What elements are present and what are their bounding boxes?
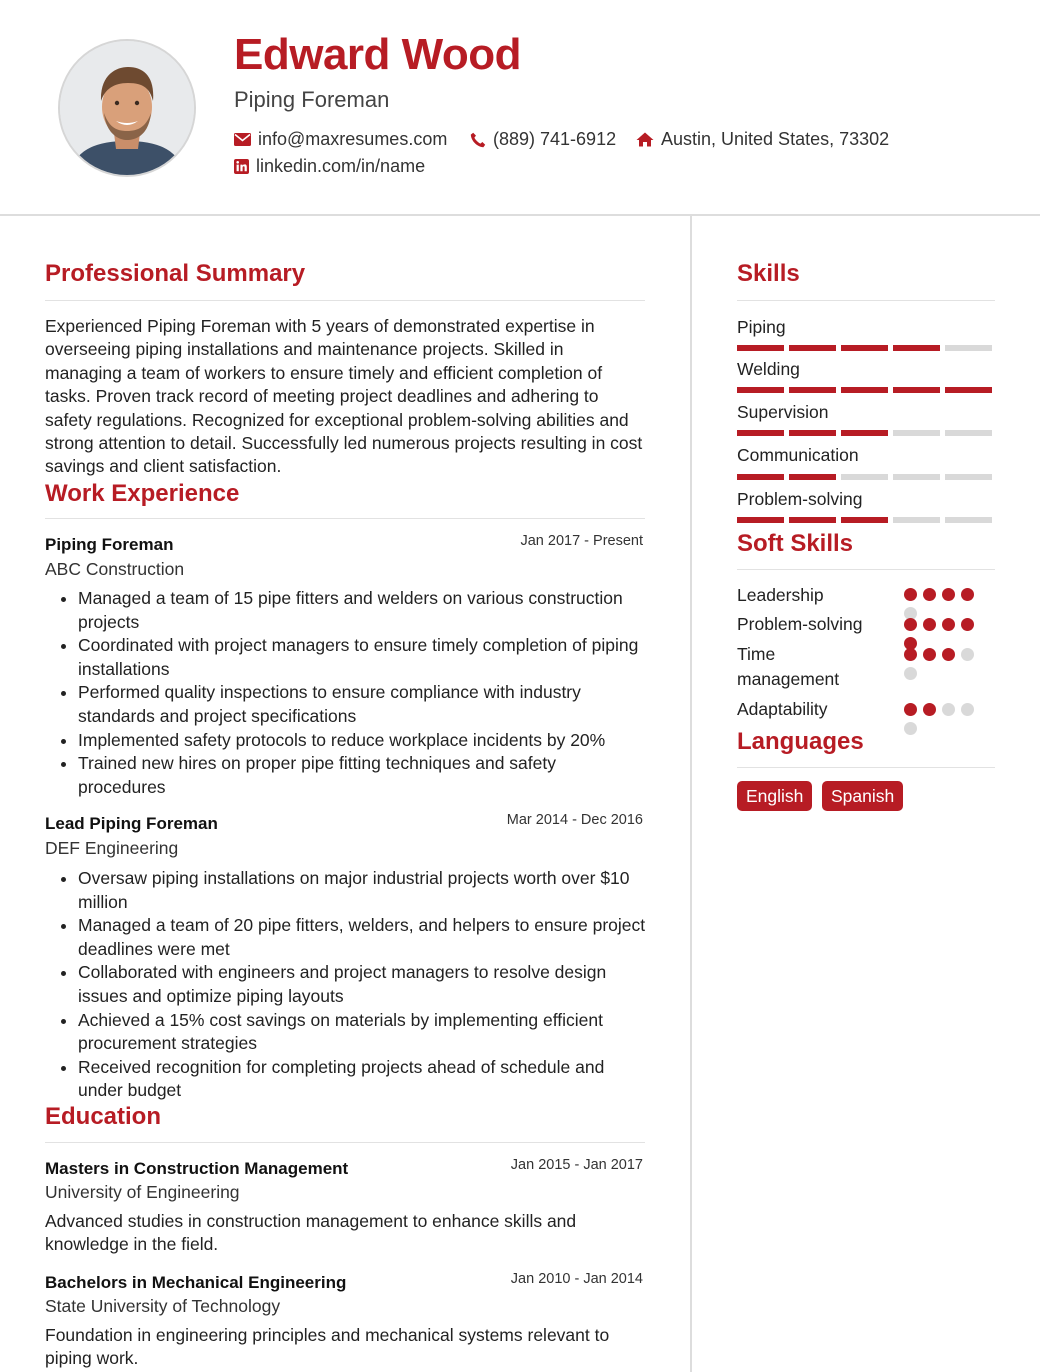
skill-bar-segment xyxy=(945,387,992,393)
education-heading: Education xyxy=(45,1103,162,1130)
skill-bar-segment xyxy=(945,345,992,351)
skill-bar-segment xyxy=(893,345,940,351)
education-description: Advanced studies in construction management to enhance skills and knowledge in the field. xyxy=(45,1211,577,1255)
rating-dot xyxy=(942,588,955,601)
soft-skill-rating xyxy=(904,618,984,650)
education-description: Foundation in engineering principles and mechanical systems relevant to piping work. xyxy=(45,1325,610,1369)
resume-header xyxy=(0,0,1040,216)
soft-skill-name: Adaptability xyxy=(737,699,828,719)
skill-bar xyxy=(737,345,992,351)
location-text: Austin, United States, 73302 xyxy=(661,129,890,149)
soft-skill-name: Time management xyxy=(737,644,840,689)
rating-dot xyxy=(904,703,917,716)
skill-bar-segment xyxy=(945,517,992,523)
skill-bar-segment xyxy=(893,517,940,523)
education-dates: Jan 2010 - Jan 2014 xyxy=(510,1271,643,1287)
rating-dot xyxy=(961,618,974,631)
linkedin-icon xyxy=(234,159,249,174)
skill-bar-segment xyxy=(841,474,888,480)
soft-skills-heading: Soft Skills xyxy=(737,530,854,557)
section-divider xyxy=(737,767,995,768)
section-divider xyxy=(45,1142,645,1143)
skill-bar xyxy=(737,474,992,480)
soft-skill-rating xyxy=(904,648,984,680)
skill-bar-segment xyxy=(789,474,836,480)
skill-bar-segment xyxy=(945,430,992,436)
list-item: • Achieved a 15% cost savings on materials by implementing efficient procurement strategies xyxy=(78,1009,648,1056)
degree-title: Bachelors in Mechanical Engineering xyxy=(45,1273,347,1292)
soft-skill-rating xyxy=(904,588,984,620)
phone-icon xyxy=(470,132,486,148)
skill-name: Welding xyxy=(737,359,800,379)
list-item: • Collaborated with engineers and project managers to resolve design issues and optimize piping layouts xyxy=(78,961,648,1008)
rating-dot xyxy=(923,648,936,661)
section-divider xyxy=(45,300,645,301)
rating-dot xyxy=(961,648,974,661)
skill-bar-segment xyxy=(893,387,940,393)
languages-heading: Languages xyxy=(737,728,864,755)
soft-skill-name: Problem-solving xyxy=(737,614,863,634)
contact-email[interactable] xyxy=(234,129,447,150)
job-title: Lead Piping Foreman xyxy=(45,814,218,833)
list-item: • Received recognition for completing projects ahead of schedule and under budget xyxy=(78,1056,648,1103)
rating-dot xyxy=(942,648,955,661)
rating-dot xyxy=(904,618,917,631)
profile-photo xyxy=(60,41,194,175)
school-name: State University of Technology xyxy=(45,1296,281,1316)
rating-dot xyxy=(942,618,955,631)
job-company: DEF Engineering xyxy=(45,838,179,858)
contact-phone[interactable] xyxy=(470,129,616,150)
summary-text: Experienced Piping Foreman with 5 years of demonstrated expertise in overseeing piping installations and maintenance projects. Skilled in managing a team of workers to ensure timely and efficient completion of tasks. Proven track record of meeting project deadlines and adhering to safety regulations. Recognized for exceptional problem-solving abilities and strong attention to detail. Successfully led numerous projects resulting in cost savings and client satisfaction. xyxy=(45,316,643,477)
school-name: University of Engineering xyxy=(45,1182,240,1202)
skill-name: Piping xyxy=(737,317,786,337)
section-divider xyxy=(45,518,645,519)
list-item: • Managed a team of 20 pipe fitters, welders, and helpers to ensure project deadlines were met xyxy=(78,914,648,961)
degree-title: Masters in Construction Management xyxy=(45,1159,349,1178)
rating-dot xyxy=(904,722,917,735)
job-bullets xyxy=(45,587,648,799)
skill-bar-segment xyxy=(737,387,784,393)
avatar xyxy=(58,39,196,177)
education-dates: Jan 2015 - Jan 2017 xyxy=(510,1157,643,1173)
contact-location xyxy=(636,129,889,150)
job-title: Piping Foreman xyxy=(45,535,174,554)
skill-name: Supervision xyxy=(737,402,829,422)
job-dates: Mar 2014 - Dec 2016 xyxy=(506,812,643,828)
job-dates: Jan 2017 - Present xyxy=(520,533,643,549)
envelope-icon xyxy=(234,133,251,146)
skill-name: Problem-solving xyxy=(737,489,863,509)
rating-dot xyxy=(923,703,936,716)
summary-heading: Professional Summary xyxy=(45,260,306,287)
language-badge: English xyxy=(737,781,812,811)
rating-dot xyxy=(923,618,936,631)
rating-dot xyxy=(961,703,974,716)
linkedin-text[interactable]: linkedin.com/in/name xyxy=(256,156,426,176)
soft-skill-name: Leadership xyxy=(737,585,824,605)
rating-dot xyxy=(942,703,955,716)
rating-dot xyxy=(904,588,917,601)
skill-bar-segment xyxy=(841,430,888,436)
rating-dot xyxy=(923,588,936,601)
contact-linkedin[interactable] xyxy=(234,156,425,177)
skill-bar xyxy=(737,430,992,436)
section-divider xyxy=(737,569,995,570)
list-item: • Coordinated with project managers to ensure timely completion of piping installations xyxy=(78,634,648,681)
candidate-name: Edward Wood xyxy=(234,30,522,79)
skill-bar-segment xyxy=(945,474,992,480)
skill-bar-segment xyxy=(841,345,888,351)
rating-dot xyxy=(961,588,974,601)
list-item: • Performed quality inspections to ensure compliance with industry standards and project specifications xyxy=(78,681,648,728)
column-divider xyxy=(690,216,692,1372)
phone-text[interactable]: (889) 741-6912 xyxy=(493,129,617,149)
language-badge: Spanish xyxy=(822,781,903,811)
skills-heading: Skills xyxy=(737,260,800,287)
skill-bar-segment xyxy=(737,474,784,480)
skill-bar-segment xyxy=(737,430,784,436)
rating-dot xyxy=(904,648,917,661)
skill-bar-segment xyxy=(737,345,784,351)
skill-bar-segment xyxy=(789,430,836,436)
list-item: • Oversaw piping installations on major industrial projects worth over $10 million xyxy=(78,867,648,914)
job-bullets xyxy=(45,867,648,1103)
list-item: • Trained new hires on proper pipe fitting techniques and safety procedures xyxy=(78,752,648,799)
skill-name: Communication xyxy=(737,445,859,465)
list-item: • Managed a team of 15 pipe fitters and welders on various construction projects xyxy=(78,587,648,634)
skill-bar-segment xyxy=(841,387,888,393)
skill-bar xyxy=(737,517,992,523)
home-icon xyxy=(636,132,654,147)
skill-bar-segment xyxy=(893,430,940,436)
rating-dot xyxy=(904,667,917,680)
candidate-title: Piping Foreman xyxy=(234,87,390,112)
skill-bar-segment xyxy=(737,517,784,523)
section-divider xyxy=(737,300,995,301)
job-company: ABC Construction xyxy=(45,559,185,579)
soft-skill-rating xyxy=(904,703,984,735)
skill-bar-segment xyxy=(841,517,888,523)
skill-bar-segment xyxy=(893,474,940,480)
skill-bar-segment xyxy=(789,517,836,523)
list-item: • Implemented safety protocols to reduce workplace incidents by 20% xyxy=(78,729,648,753)
skill-bar-segment xyxy=(789,345,836,351)
skill-bar xyxy=(737,387,992,393)
email-text[interactable]: info@maxresumes.com xyxy=(258,129,448,149)
skill-bar-segment xyxy=(789,387,836,393)
experience-heading: Work Experience xyxy=(45,480,240,507)
